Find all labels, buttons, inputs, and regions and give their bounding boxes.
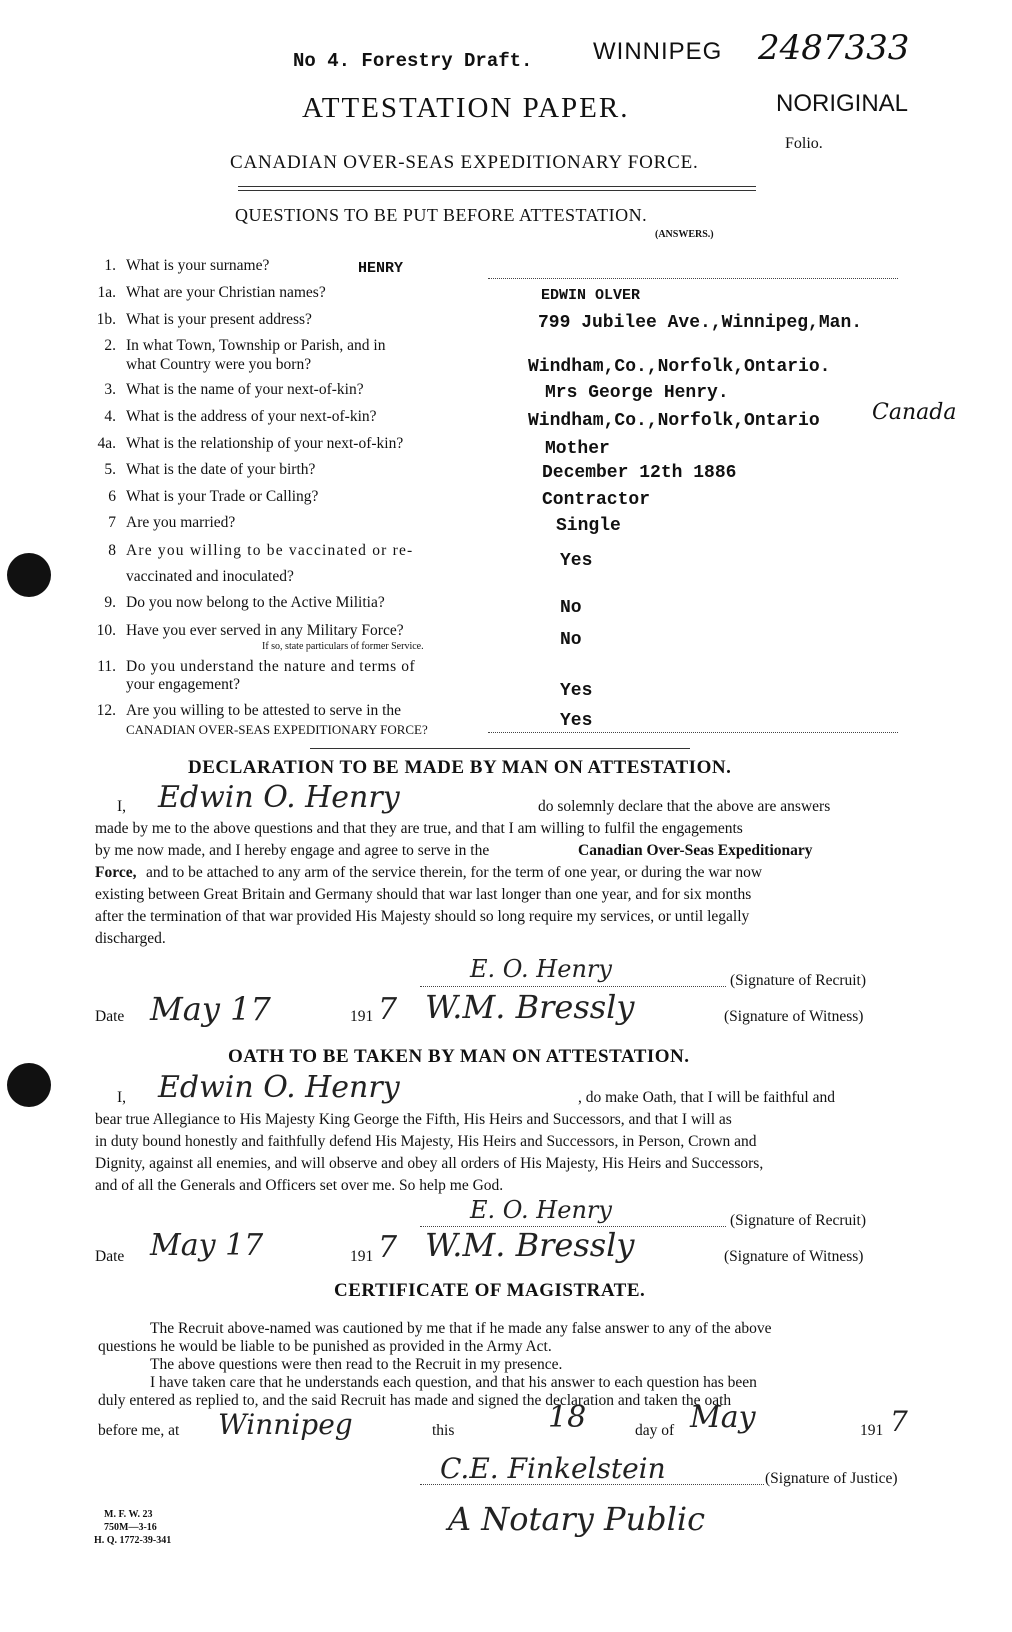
declaration-date-label: Date: [95, 1008, 125, 1025]
justice-label: (Signature of Justice): [765, 1470, 898, 1487]
answer-line: [488, 732, 898, 733]
question-number: 10.: [96, 622, 116, 639]
oath-name-signature: Edwin O. Henry: [158, 1070, 400, 1105]
certificate-line-2: questions he would be liable to be punished as provided in the Army Act.: [98, 1338, 552, 1355]
certificate-month: May: [690, 1400, 756, 1435]
oath-date: May 17: [150, 1228, 264, 1263]
declaration-line-5: existing between Great Britain and Germany should that war last longer than one year, and for six months: [95, 886, 752, 903]
answer-married: Single: [556, 516, 621, 536]
punch-hole-bottom: [7, 1063, 51, 1107]
justice-signature-line: [420, 1484, 764, 1485]
oath-year-prefix: 191: [350, 1248, 374, 1265]
declaration-line-6: after the termination of that war provided His Majesty should so long require my services, or until legally: [95, 908, 750, 925]
oath-heading: OATH TO BE TAKEN BY MAN ON ATTESTATION.: [228, 1046, 690, 1067]
section-divider: [310, 748, 690, 749]
original-stamp: NORIGINAL: [776, 90, 909, 117]
certificate-line-5: duly entered as replied to, and the said Recruit has made and signed the declaration and taken the oath: [98, 1392, 732, 1409]
question-number: 3.: [104, 381, 116, 398]
declaration-date: May 17: [150, 990, 271, 1028]
question-text-cont: what Country were you born?: [126, 356, 312, 373]
folio-label: Folio.: [785, 135, 823, 152]
declaration-year: 7: [378, 992, 398, 1027]
question-text: What is your Trade or Calling?: [126, 488, 319, 505]
oath-line-3: in duty bound honestly and faithfully defend His Majesty, His Heirs and Successors, in Person, Crown and: [95, 1133, 757, 1150]
question-text: Do you now belong to the Active Militia?: [126, 594, 385, 611]
question-number: 8: [108, 542, 116, 559]
question-text: What are your Christian names?: [126, 284, 326, 301]
declaration-heading: DECLARATION TO BE MADE BY MAN ON ATTESTATION.: [188, 757, 732, 778]
certificate-line-4: I have taken care that he understands each question, and that his answer to each question has been: [150, 1374, 757, 1391]
question-text: What is your present address?: [126, 311, 312, 328]
question-text: Have you ever served in any Military Force?: [126, 622, 404, 639]
oath-recruit-signature: E. O. Henry: [470, 1196, 612, 1224]
oath-recruit-label: (Signature of Recruit): [730, 1212, 867, 1229]
answer-militia: No: [560, 598, 582, 618]
footer-print-run: 750M—3-16: [104, 1522, 157, 1533]
declaration-witness-signature: W.M. Bressly: [425, 988, 635, 1026]
certificate-heading: CERTIFICATE OF MAGISTRATE.: [334, 1280, 646, 1301]
question-number: 1.: [104, 257, 116, 274]
notary-public: A Notary Public: [448, 1500, 706, 1538]
question-text: What is the date of your birth?: [126, 461, 316, 478]
question-subnote: If so, state particulars of former Service.: [262, 641, 424, 652]
answer-next-of-kin: Mrs George Henry.: [545, 383, 729, 403]
question-text-cont: vaccinated and inoculated?: [126, 568, 294, 585]
question-number: 6: [108, 488, 116, 505]
question-number: 1b.: [96, 311, 116, 328]
header-rule-1: [238, 186, 756, 187]
declaration-line-2: made by me to the above questions and that they are true, and that I am willing to fulfil the engagements: [95, 820, 743, 837]
draft-label: No 4. Forestry Draft.: [293, 50, 533, 72]
certificate-line-3: The above questions were then read to the Recruit in my presence.: [150, 1356, 563, 1373]
oath-witness-signature: W.M. Bressly: [425, 1226, 635, 1264]
answer-willing-to-serve: Yes: [560, 711, 593, 731]
questions-heading: QUESTIONS TO BE PUT BEFORE ATTESTATION.: [235, 205, 648, 225]
recruit-signature-line: [420, 986, 726, 987]
force-title: CANADIAN OVER-SEAS EXPEDITIONARY FORCE.: [230, 152, 699, 173]
question-number: 5.: [104, 461, 116, 478]
certificate-year-prefix: 191: [860, 1422, 884, 1439]
question-number: 12.: [96, 702, 116, 719]
footer-hq-number: H. Q. 1772-39-341: [94, 1535, 172, 1546]
certificate-before-label: before me, at: [98, 1422, 180, 1439]
question-number: 4a.: [97, 435, 116, 452]
oath-line-1: , do make Oath, that I will be faithful and: [578, 1089, 835, 1106]
page-title: ATTESTATION PAPER.: [302, 92, 630, 124]
oath-date-label: Date: [95, 1248, 125, 1265]
oath-year: 7: [378, 1230, 398, 1265]
declaration-line-1: do solemnly declare that the above are answers: [538, 798, 831, 815]
answer-vaccinated: Yes: [560, 551, 593, 571]
declaration-line-4a: Force,: [95, 864, 137, 881]
declaration-recruit-label: (Signature of Recruit): [730, 972, 867, 989]
punch-hole-top: [7, 553, 51, 597]
declaration-line-4b: and to be attached to any arm of the service therein, for the term of one year, or during the war now: [146, 864, 763, 881]
answer-kin-country: Canada: [872, 400, 957, 425]
question-text: In what Town, Township or Parish, and in: [126, 337, 386, 354]
header-rule-2: [238, 190, 756, 191]
certificate-day: 18: [548, 1400, 587, 1435]
question-text: Are you married?: [126, 514, 236, 531]
certificate-day-label: day of: [635, 1422, 675, 1439]
answer-trade: Contractor: [542, 490, 651, 510]
answer-understand: Yes: [560, 681, 593, 701]
question-text: Are you willing to be vaccinated or re-: [126, 542, 414, 559]
oath-line-2: bear true Allegiance to His Majesty King George the Fifth, His Heirs and Successors, and that I will as: [95, 1111, 732, 1128]
question-text: What is the address of your next-of-kin?: [126, 408, 377, 425]
declaration-i: I,: [117, 798, 127, 815]
oath-line-5: and of all the Generals and Officers set over me. So help me God.: [95, 1177, 504, 1194]
question-text-cont: CANADIAN OVER-SEAS EXPEDITIONARY FORCE?: [126, 722, 428, 737]
answer-birth-date: December 12th 1886: [542, 463, 737, 483]
certificate-this-label: this: [432, 1422, 455, 1439]
oath-line-4: Dignity, against all enemies, and will observe and obey all orders of His Majesty, His Heirs and Successors,: [95, 1155, 764, 1172]
oath-i: I,: [117, 1089, 127, 1106]
certificate-year: 7: [890, 1405, 908, 1438]
declaration-line-3a: by me now made, and I hereby engage and agree to serve in the: [95, 842, 490, 859]
question-text: Are you willing to be attested to serve in the: [126, 702, 402, 719]
answer-christian-names: EDWIN OLVER: [541, 287, 641, 304]
question-text: What is the relationship of your next-of-kin?: [126, 435, 404, 452]
answer-surname: HENRY: [358, 260, 404, 277]
declaration-line-3b: Canadian Over-Seas Expeditionary: [578, 842, 813, 859]
question-number: 2.: [104, 337, 116, 354]
answer-line: [488, 278, 898, 279]
answer-kin-address: Windham,Co.,Norfolk,Ontario: [528, 411, 820, 431]
answer-address: 799 Jubilee Ave.,Winnipeg,Man.: [538, 313, 863, 333]
question-number: 9.: [104, 594, 116, 611]
declaration-witness-label: (Signature of Witness): [724, 1008, 864, 1025]
oath-witness-label: (Signature of Witness): [724, 1248, 864, 1265]
answers-label: (ANSWERS.): [655, 229, 714, 240]
declaration-recruit-signature: E. O. Henry: [470, 955, 612, 983]
footer-form-code: M. F. W. 23: [104, 1509, 153, 1520]
answer-birthplace: Windham,Co.,Norfolk,Ontario.: [528, 357, 831, 377]
question-text: What is the name of your next-of-kin?: [126, 381, 364, 398]
question-number: 11.: [97, 658, 116, 675]
question-text: What is your surname?: [126, 257, 270, 274]
declaration-name-signature: Edwin O. Henry: [158, 780, 400, 815]
question-number: 4.: [104, 408, 116, 425]
answer-military-service: No: [560, 630, 582, 650]
question-number: 1a.: [97, 284, 116, 301]
regimental-number: 2487333: [758, 28, 910, 68]
city-stamp: WINNIPEG: [593, 38, 723, 65]
answer-relationship: Mother: [545, 439, 610, 459]
question-number: 7: [108, 514, 116, 531]
justice-signature: C.E. Finkelstein: [440, 1452, 666, 1485]
declaration-line-7: discharged.: [95, 930, 166, 947]
certificate-line-1: The Recruit above-named was cautioned by me that if he made any false answer to any of the above: [150, 1320, 772, 1337]
question-text: Do you understand the nature and terms of: [126, 658, 416, 675]
question-text-cont: your engagement?: [126, 676, 241, 693]
certificate-place: Winnipeg: [218, 1408, 353, 1441]
declaration-year-prefix: 191: [350, 1008, 374, 1025]
